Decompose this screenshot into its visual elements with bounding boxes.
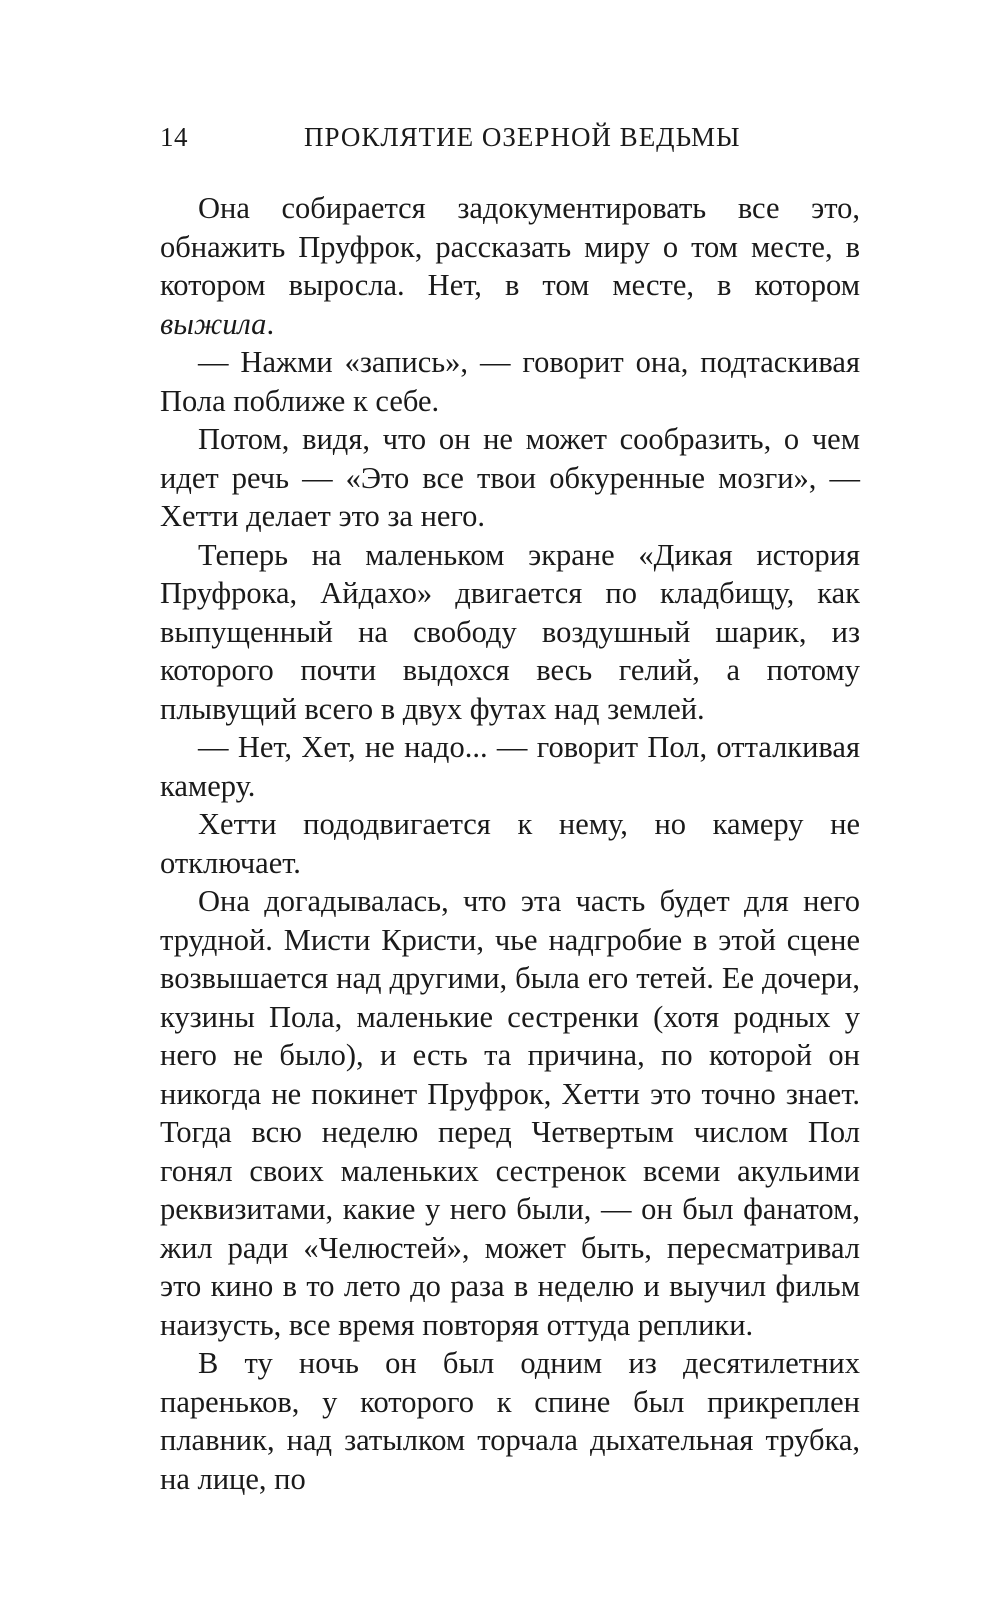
paragraph: Потом, видя, что он не может сообразить, о чем идет речь — «Это все твои обкуренные мозги», — Хетти делает это за него. bbox=[160, 422, 860, 533]
body-text bbox=[160, 189, 860, 1498]
paragraph: — Нажми «запись», — говорит она, подтаскивая Пола поближе к себе. bbox=[160, 345, 860, 418]
book-title: ПРОКЛЯТИЕ ОЗЕРНОЙ ВЕДЬМЫ bbox=[304, 122, 741, 152]
paragraph bbox=[160, 189, 860, 343]
paragraph: Она догадывалась, что эта часть будет для него трудной. Мисти Кристи, чье надгробие в этой сцене возвышается над другими, была его тетей. Ее дочери, кузины Пола, маленькие сестренки (хотя родных у него не было), и есть та причина, по которой он никогда не покинет Пруфрок, Хетти это точно знает. Тогда всю неделю перед Четвертым числом Пол гонял своих маленьких сестренок всеми акульими реквизитами, какие у него были, — он был фанатом, жил ради «Челюстей», может быть, пересматривал это кино в то лето до раза в неделю и выучил фильм наизусть, все время повторяя оттуда реплики. bbox=[160, 884, 860, 1342]
running-head bbox=[160, 122, 860, 162]
paragraph-text: Она собирается задокументировать все это, обнажить Пруфрок, рассказать миру о том месте, в котором выросла. Нет, в том месте, в котором bbox=[160, 191, 860, 302]
paragraph: Хетти пододвигается к нему, но камеру не отключает. bbox=[160, 807, 860, 880]
paragraph: — Нет, Хет, не надо... — говорит Пол, отталкивая камеру. bbox=[160, 730, 860, 803]
page-number: 14 bbox=[160, 122, 188, 152]
paragraph-text: . bbox=[266, 306, 275, 341]
emphasized-word: выжила bbox=[160, 306, 267, 341]
paragraph: Теперь на маленьком экране «Дикая история Пруфрока, Айдахо» двигается по кладбищу, как выпущенный на свободу воздушный шарик, из которого почти выдохся весь гелий, а потому плывущий всего в двух футах над землей. bbox=[160, 537, 860, 726]
paragraph: В ту ночь он был одним из десятилетних пареньков, у которого к спине был прикреплен плавник, над затылком торчала дыхательная трубка, на лице, по bbox=[160, 1346, 860, 1496]
